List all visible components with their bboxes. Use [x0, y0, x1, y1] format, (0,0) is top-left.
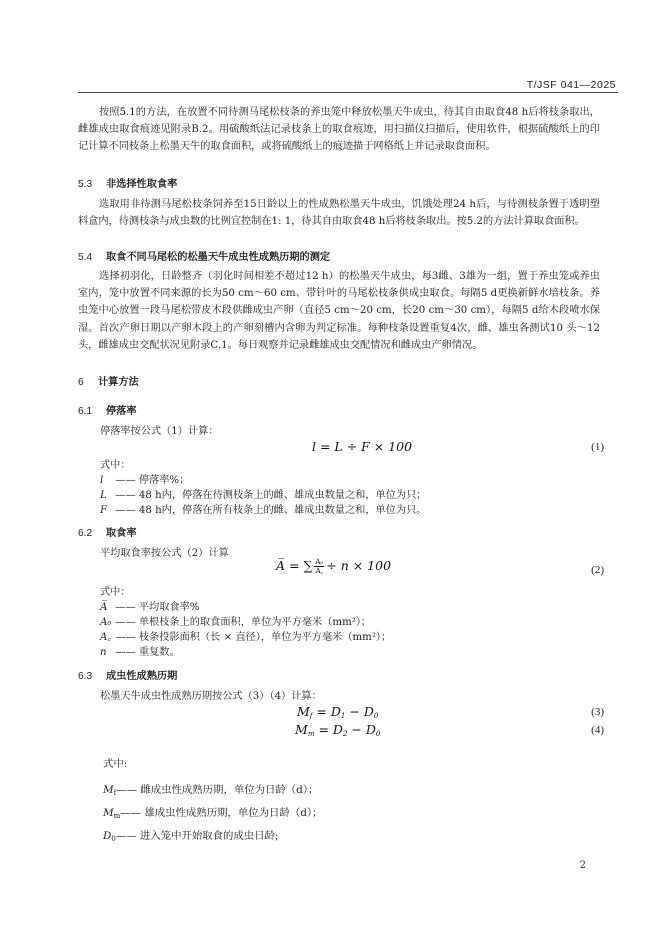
variable-symbol: A₀	[100, 617, 112, 628]
variable-description: —— 停落率%；	[115, 475, 190, 486]
formula-symbol: M	[297, 704, 310, 719]
standard-code: T/JSF 041—2025	[526, 79, 616, 91]
equals-sign: =	[316, 704, 327, 719]
formula-symbol: D	[365, 722, 376, 737]
variable-subscript: m	[113, 812, 121, 820]
equation-number-1: (1)	[591, 441, 604, 453]
section-title: 取食不同马尾松的松墨天牛成虫性成熟历期的测定	[106, 252, 331, 263]
section-number: 6	[78, 377, 84, 388]
fraction-numerator: A₀	[315, 558, 324, 566]
equation-number-2: (2)	[591, 564, 604, 576]
variable-symbol: A̅	[100, 602, 108, 613]
section-6-heading	[78, 376, 139, 390]
variable-definition	[100, 503, 427, 518]
section-6-2-heading	[78, 527, 137, 541]
formula-1: l = L ÷ F × 100	[312, 439, 413, 454]
section-number: 6.1	[78, 406, 93, 417]
formula-2-lead: 平均取食率按公式（2）计算	[100, 548, 229, 559]
variable-symbol: A꜀	[100, 632, 111, 643]
section-number: 6.3	[78, 671, 93, 682]
variable-description: —— 雄成虫性成熟历期，单位为日龄（d）；	[120, 807, 323, 819]
intro-paragraph: 按照5.1的方法，在放置不同待测马尾松枝条的养虫笼中释放松墨天牛成虫，待其自由取食48 h后将枝条取出，雌雄成虫取食痕迹见附录B.2。用硫酸纸法记录枝条上的取食痕迹，用扫描仪扫描后，使用软件，根据硫酸纸上的印记计算不同枝条上松墨天牛的取食面积，或将硫酸纸上的痕迹描于网格纸上并记录取食面积。	[78, 107, 600, 153]
formula-subscript: 0	[373, 712, 379, 720]
formula-4	[295, 722, 380, 738]
minus-sign: −	[349, 704, 360, 719]
formula-symbol: M	[295, 722, 308, 737]
variable-definition	[100, 645, 180, 660]
formula-symbol: D	[332, 722, 343, 737]
variable-symbol: F	[100, 505, 108, 516]
where-label: 式中：	[100, 587, 131, 598]
variable-description: —— 48 h内，停落在所有枝条上的雌、雄成虫数量之和，单位为只。	[115, 505, 427, 516]
formula-subscript: 0	[375, 730, 381, 738]
section-title: 成虫性成熟历期	[106, 671, 178, 682]
variable-symbol: M	[103, 807, 114, 819]
formula-2-lhs: A̅ = ∑	[276, 558, 313, 573]
formula-subscript: 1	[340, 712, 346, 720]
formula-symbol: D	[363, 704, 374, 719]
variable-description: —— 重复数。	[115, 647, 180, 658]
variable-definition	[100, 600, 199, 615]
equals-sign: =	[318, 722, 329, 737]
section-number: 5.4	[78, 252, 93, 263]
section-title: 非选择性取食率	[106, 179, 178, 190]
variable-description: —— 48 h内，停落在待测枝条上的雌、雄成虫数量之和，单位为只；	[115, 490, 427, 501]
variable-definition	[103, 829, 278, 847]
variable-definition	[103, 783, 318, 801]
formula-subscript: f	[309, 712, 313, 720]
variable-symbol: D	[103, 830, 112, 842]
variable-description: —— 单根枝条上的取食面积，单位为平方毫米（mm²）；	[115, 617, 372, 628]
variable-definition	[103, 806, 322, 824]
variable-definition	[100, 488, 427, 503]
section-5-4-heading	[78, 251, 330, 265]
equation-number-4: (4)	[591, 724, 604, 736]
formula-1-lead: 停落率按公式（1）计算：	[100, 426, 219, 437]
formula-subscript: m	[307, 730, 315, 738]
minus-sign: −	[351, 722, 362, 737]
equation-number-3: (3)	[591, 706, 604, 718]
variable-definition	[100, 615, 371, 630]
variable-symbol: M	[103, 784, 114, 796]
formula-3-lead: 松墨天牛成虫性成熟历期按公式（3）（4）计算：	[100, 691, 322, 702]
variable-symbol: n	[100, 647, 107, 658]
variable-symbol: l	[100, 475, 104, 486]
fraction-denominator: A꜀	[315, 567, 324, 575]
formula-2	[276, 558, 391, 575]
variable-subscript: f	[113, 789, 117, 797]
variable-symbol: L	[100, 490, 107, 501]
formula-subscript: 2	[342, 730, 348, 738]
section-number: 5.3	[78, 179, 93, 190]
section-title: 停落率	[106, 406, 137, 417]
variable-description: —— 进入笼中开始取食的成虫日龄;	[115, 830, 279, 842]
section-6-3-heading	[78, 670, 177, 684]
variable-definition	[100, 473, 189, 488]
section-5-3-body: 选取用非待测马尾松枝条饲养至15日龄以上的性成熟松墨天牛成虫，饥饿处理24 h后，与待测枝条置于透明塑料盒内，待测枝条与成虫数的比例宜控制在1: 1，待其自由取食48 h后将枝条取出。按5.2的方法计算取食面积。	[78, 199, 600, 228]
section-6-1-heading	[78, 405, 137, 419]
variable-subscript: 0	[111, 835, 116, 843]
formula-2-rhs: ÷ n × 100	[326, 558, 392, 573]
formula-3	[297, 704, 378, 720]
section-title: 计算方法	[98, 377, 139, 388]
formula-symbol: D	[330, 704, 341, 719]
variable-description: —— 雌成虫性成熟历期，单位为日龄（d）；	[116, 784, 319, 796]
section-5-3-heading	[78, 178, 177, 192]
variable-definition	[100, 630, 391, 645]
page-number: 2	[579, 860, 586, 871]
header-divider	[78, 92, 618, 93]
variable-description: —— 枝条投影面积（长 × 直径），单位为平方毫米（mm²）；	[115, 632, 392, 643]
variable-description: —— 平均取食率%	[115, 602, 200, 613]
formula-2-fraction	[314, 558, 324, 575]
section-5-4-body: 选择初羽化，日龄整齐（羽化时间相差不超过12 h）的松墨天牛成虫，每3雌、3雄为一组，置于养虫笼或养虫室内，笼中放置不同来源的长为50 cm～60 cm、带针叶的马尾松枝条供成虫取食。每隔5 d更换新鲜水培枝条。养虫笼中心放置一段马尾松带皮木段供雌成虫产卵（直径5 cm～20 cm，长20 cm～30 cm），每隔5 d给木段喷水保湿。首次产卵日期以产卵木段上的产卵刻槽内含卵为判定标准。每种枝条设置重复4次，雌、雄虫各测试10 头～12 头，雌雄成虫交配状况见附录C.1。每日观察并记录雌雄成虫交配情况和雌成虫产卵情况。	[78, 271, 600, 351]
where-label: 式中：	[100, 460, 131, 471]
where-label: 式中:	[103, 758, 128, 770]
section-title: 取食率	[106, 528, 137, 539]
section-number: 6.2	[78, 528, 93, 539]
